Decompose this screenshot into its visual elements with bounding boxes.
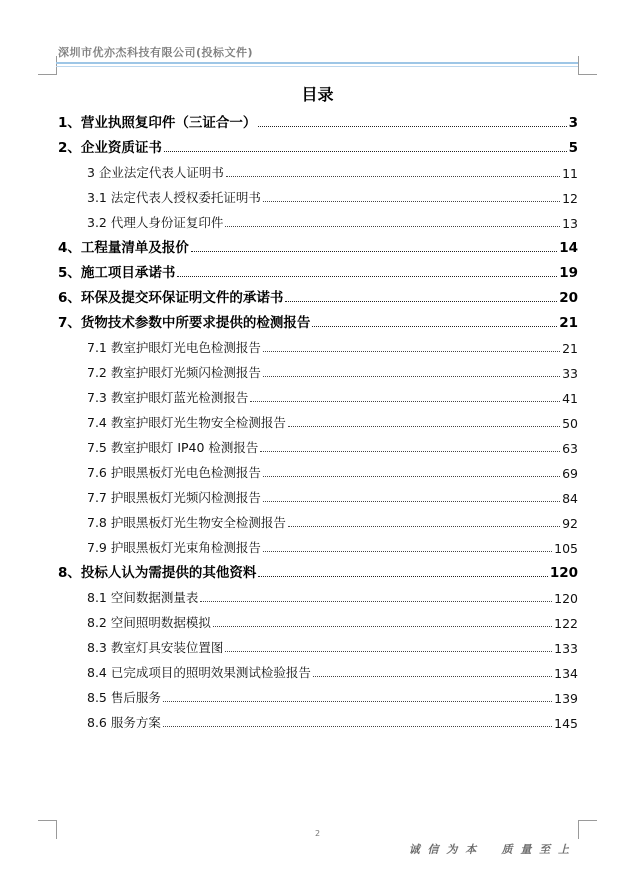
toc-entry-page: 41 [562, 391, 578, 406]
toc-entry-label: 8、投标人认为需提供的其他资料 [58, 565, 257, 581]
toc-entry[interactable] [58, 556, 578, 581]
toc-leader-dots [313, 675, 552, 677]
toc-leader-dots [288, 425, 560, 427]
toc-entry-page: 139 [554, 691, 578, 706]
toc-entry-page: 20 [559, 290, 578, 306]
toc-leader-dots [164, 150, 567, 152]
toc-entry-label: 7.9 护眼黑板灯光束角检测报告 [87, 540, 261, 555]
toc-subentry[interactable] [58, 431, 578, 456]
toc-entry-label: 2、企业资质证书 [58, 140, 162, 156]
corner-mark-top-right [578, 56, 597, 75]
toc-leader-dots [213, 625, 552, 627]
toc-entry-label: 1、营业执照复印件（三证合一） [58, 115, 257, 131]
toc-entry-label: 4、工程量清单及报价 [58, 240, 189, 256]
toc-entry-page: 12 [562, 191, 578, 206]
toc-leader-dots [191, 250, 557, 252]
toc-entry-label: 8.5 售后服务 [87, 690, 161, 705]
toc-entry-label: 3.1 法定代表人授权委托证明书 [87, 190, 261, 205]
toc-leader-dots [263, 500, 560, 502]
toc-subentry[interactable] [58, 506, 578, 531]
toc-entry-label: 7.6 护眼黑板灯光电色检测报告 [87, 465, 261, 480]
toc-entry-label: 7.1 教室护眼灯光电色检测报告 [87, 340, 261, 355]
toc-entry-label: 8.6 服务方案 [87, 715, 161, 730]
toc-leader-dots [200, 600, 552, 602]
toc-entry-label: 8.2 空间照明数据模拟 [87, 615, 211, 630]
toc-entry-page: 13 [562, 216, 578, 231]
toc-leader-dots [285, 300, 557, 302]
toc-entry-label: 7.2 教室护眼灯光频闪检测报告 [87, 365, 261, 380]
toc-entry-page: 122 [554, 616, 578, 631]
toc-entry-page: 3 [568, 115, 578, 131]
toc-entry[interactable] [58, 131, 578, 156]
toc-entry[interactable] [58, 256, 578, 281]
toc-entry-label: 7、货物技术参数中所要求提供的检测报告 [58, 315, 311, 331]
toc-leader-dots [312, 325, 557, 327]
toc-subentry[interactable] [58, 581, 578, 606]
toc-subentry[interactable] [58, 531, 578, 556]
toc-subentry[interactable] [58, 606, 578, 631]
toc-entry-page: 5 [568, 140, 578, 156]
toc-entry-label: 3.2 代理人身份证复印件 [87, 215, 224, 230]
toc-leader-dots [226, 175, 560, 177]
toc-entry-page: 105 [554, 541, 578, 556]
corner-mark-top-left [38, 56, 57, 75]
toc-entry-page: 133 [554, 641, 578, 656]
toc-entry-label: 8.1 空间数据测量表 [87, 590, 199, 605]
toc-subentry[interactable] [58, 406, 578, 431]
toc-entry-page: 11 [562, 166, 578, 181]
toc-subentry[interactable] [58, 356, 578, 381]
toc-leader-dots [288, 525, 560, 527]
toc-entry-page: 84 [562, 491, 578, 506]
toc-subentry[interactable] [58, 181, 578, 206]
toc-entry-page: 33 [562, 366, 578, 381]
toc-entry-page: 21 [559, 315, 578, 331]
toc-subentry[interactable] [58, 631, 578, 656]
toc-entry-label: 7.4 教室护眼灯光生物安全检测报告 [87, 415, 286, 430]
toc-entry-label: 7.3 教室护眼灯蓝光检测报告 [87, 390, 249, 405]
toc-subentry[interactable] [58, 206, 578, 231]
toc-entry-page: 21 [562, 341, 578, 356]
toc-leader-dots [225, 650, 552, 652]
toc-entry-label: 3 企业法定代表人证明书 [87, 165, 224, 180]
toc-leader-dots [260, 450, 560, 452]
toc-entry-page: 120 [554, 591, 578, 606]
table-of-contents [58, 106, 578, 731]
toc-entry-label: 7.8 护眼黑板灯光生物安全检测报告 [87, 515, 286, 530]
toc-entry-page: 63 [562, 441, 578, 456]
toc-entry[interactable] [58, 281, 578, 306]
toc-subentry[interactable] [58, 456, 578, 481]
toc-leader-dots [163, 700, 552, 702]
toc-entry-label: 8.3 教室灯具安装位置图 [87, 640, 224, 655]
toc-subentry[interactable] [58, 156, 578, 181]
toc-entry-label: 6、环保及提交环保证明文件的承诺书 [58, 290, 284, 306]
toc-entry-page: 145 [554, 716, 578, 731]
toc-subentry[interactable] [58, 706, 578, 731]
toc-entry-label: 8.4 已完成项目的照明效果测试检验报告 [87, 665, 311, 680]
toc-leader-dots [225, 225, 560, 227]
toc-entry-page: 50 [562, 416, 578, 431]
footer-motto: 诚 信 为 本 质 量 至 上 [408, 843, 571, 856]
toc-leader-dots [258, 575, 547, 577]
toc-entry[interactable] [58, 106, 578, 131]
toc-subentry[interactable] [58, 656, 578, 681]
toc-leader-dots [263, 350, 560, 352]
toc-entry-page: 134 [554, 666, 578, 681]
toc-leader-dots [250, 400, 560, 402]
toc-entry[interactable] [58, 306, 578, 331]
toc-leader-dots [263, 475, 560, 477]
toc-leader-dots [263, 375, 560, 377]
toc-leader-dots [263, 550, 552, 552]
toc-subentry[interactable] [58, 481, 578, 506]
header-rule [56, 62, 578, 64]
header-company: 深圳市优亦杰科技有限公司(投标文件) [58, 46, 254, 59]
toc-title: 目录 [301, 85, 334, 104]
toc-subentry[interactable] [58, 681, 578, 706]
toc-entry-label: 5、施工项目承诺书 [58, 265, 176, 281]
toc-subentry[interactable] [58, 381, 578, 406]
toc-entry-label: 7.7 护眼黑板灯光频闪检测报告 [87, 490, 261, 505]
toc-entry-page: 19 [559, 265, 578, 281]
toc-entry-page: 92 [562, 516, 578, 531]
toc-entry[interactable] [58, 231, 578, 256]
toc-leader-dots [258, 125, 566, 127]
header-rule-thin [56, 66, 578, 67]
toc-entry-page: 14 [559, 240, 578, 256]
toc-entry-page: 120 [549, 565, 578, 581]
toc-subentry[interactable] [58, 331, 578, 356]
toc-leader-dots [263, 200, 560, 202]
toc-entry-page: 69 [562, 466, 578, 481]
toc-leader-dots [163, 725, 552, 727]
toc-leader-dots [177, 275, 557, 277]
toc-entry-label: 7.5 教室护眼灯 IP40 检测报告 [87, 440, 259, 455]
page-number: 2 [314, 829, 321, 838]
